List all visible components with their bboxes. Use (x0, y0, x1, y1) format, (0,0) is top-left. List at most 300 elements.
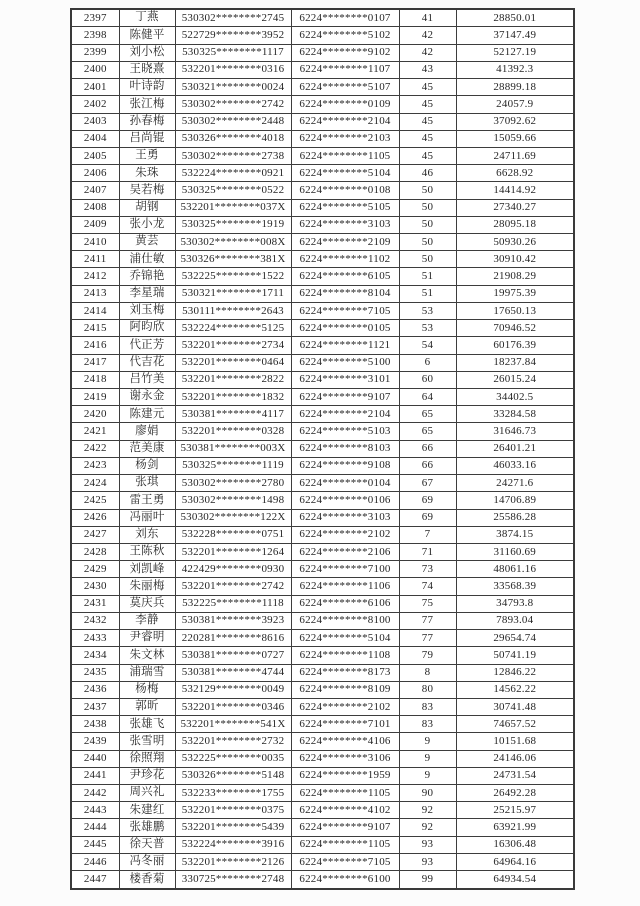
cell-card-number: 6224********8173 (291, 664, 399, 681)
cell-id-number: 330725********2748 (175, 871, 291, 889)
cell-count: 45 (399, 130, 456, 147)
cell-amount: 46033.16 (456, 457, 574, 474)
cell-amount: 31646.73 (456, 423, 574, 440)
table-row (71, 612, 574, 629)
table-row (71, 251, 574, 268)
cell-count: 74 (399, 578, 456, 595)
cell-count: 93 (399, 836, 456, 853)
cell-card-number: 6224********0105 (291, 320, 399, 337)
cell-id-number: 530302********2448 (175, 113, 291, 130)
cell-amount: 24711.69 (456, 147, 574, 164)
cell-serial-number: 2406 (71, 165, 119, 182)
cell-person-name: 雷王勇 (119, 492, 175, 509)
cell-card-number: 6224********3106 (291, 750, 399, 767)
cell-amount: 7893.04 (456, 612, 574, 629)
cell-card-number: 6224********2104 (291, 113, 399, 130)
cell-count: 45 (399, 96, 456, 113)
table-row (71, 9, 574, 27)
table-row (71, 457, 574, 474)
cell-card-number: 6224********0106 (291, 492, 399, 509)
cell-id-number: 532201********0464 (175, 354, 291, 371)
cell-count: 65 (399, 423, 456, 440)
cell-person-name: 吕尚锟 (119, 130, 175, 147)
cell-person-name: 冯丽叶 (119, 509, 175, 526)
cell-person-name: 范美康 (119, 440, 175, 457)
cell-serial-number: 2425 (71, 492, 119, 509)
cell-person-name: 张雪明 (119, 733, 175, 750)
cell-count: 65 (399, 406, 456, 423)
cell-card-number: 6224********1107 (291, 61, 399, 78)
cell-card-number: 6224********5105 (291, 199, 399, 216)
cell-amount: 25586.28 (456, 509, 574, 526)
cell-amount: 64934.54 (456, 871, 574, 889)
table-row (71, 44, 574, 61)
cell-serial-number: 2400 (71, 61, 119, 78)
cell-count: 46 (399, 165, 456, 182)
cell-count: 51 (399, 285, 456, 302)
cell-count: 41 (399, 9, 456, 27)
table-row (71, 492, 574, 509)
cell-card-number: 6224********4106 (291, 733, 399, 750)
cell-count: 92 (399, 802, 456, 819)
cell-card-number: 6224********6100 (291, 871, 399, 889)
table-row (71, 371, 574, 388)
table-row (71, 785, 574, 802)
cell-count: 9 (399, 750, 456, 767)
cell-serial-number: 2399 (71, 44, 119, 61)
cell-count: 66 (399, 440, 456, 457)
table-row (71, 871, 574, 889)
cell-id-number: 530381********3923 (175, 612, 291, 629)
cell-serial-number: 2445 (71, 836, 119, 853)
cell-person-name: 刘东 (119, 526, 175, 543)
cell-serial-number: 2422 (71, 440, 119, 457)
cell-amount: 26015.24 (456, 371, 574, 388)
cell-card-number: 6224********2106 (291, 543, 399, 560)
cell-amount: 37092.62 (456, 113, 574, 130)
cell-amount: 26492.28 (456, 785, 574, 802)
cell-person-name: 杨剑 (119, 457, 175, 474)
cell-amount: 29654.74 (456, 630, 574, 647)
cell-card-number: 6224********0107 (291, 9, 399, 27)
cell-id-number: 532201********5439 (175, 819, 291, 836)
cell-id-number: 532224********5125 (175, 320, 291, 337)
table-row (71, 337, 574, 354)
cell-person-name: 丁燕 (119, 9, 175, 27)
cell-person-name: 代吉花 (119, 354, 175, 371)
cell-serial-number: 2418 (71, 371, 119, 388)
cell-card-number: 6224********5102 (291, 27, 399, 44)
cell-id-number: 530381********4117 (175, 406, 291, 423)
table-row (71, 285, 574, 302)
cell-serial-number: 2401 (71, 79, 119, 96)
cell-amount: 25215.97 (456, 802, 574, 819)
cell-count: 45 (399, 79, 456, 96)
cell-serial-number: 2439 (71, 733, 119, 750)
cell-id-number: 530302********008X (175, 234, 291, 251)
cell-count: 60 (399, 371, 456, 388)
cell-count: 69 (399, 492, 456, 509)
cell-id-number: 530321********0024 (175, 79, 291, 96)
cell-serial-number: 2434 (71, 647, 119, 664)
cell-serial-number: 2433 (71, 630, 119, 647)
cell-id-number: 532201********2126 (175, 853, 291, 870)
table-row (71, 819, 574, 836)
table-row (71, 526, 574, 543)
cell-amount: 70946.52 (456, 320, 574, 337)
cell-person-name: 谢永金 (119, 389, 175, 406)
cell-serial-number: 2427 (71, 526, 119, 543)
table-row (71, 681, 574, 698)
cell-serial-number: 2443 (71, 802, 119, 819)
cell-count: 50 (399, 216, 456, 233)
cell-serial-number: 2405 (71, 147, 119, 164)
table-row (71, 130, 574, 147)
cell-amount: 19975.39 (456, 285, 574, 302)
table-row (71, 302, 574, 319)
table-row (71, 406, 574, 423)
cell-amount: 34793.8 (456, 595, 574, 612)
cell-id-number: 532201********1264 (175, 543, 291, 560)
cell-id-number: 532201********2734 (175, 337, 291, 354)
cell-serial-number: 2435 (71, 664, 119, 681)
cell-amount: 28850.01 (456, 9, 574, 27)
cell-count: 66 (399, 457, 456, 474)
cell-serial-number: 2416 (71, 337, 119, 354)
cell-amount: 6628.92 (456, 165, 574, 182)
table-row (71, 268, 574, 285)
cell-person-name: 郭昕 (119, 698, 175, 715)
cell-person-name: 徐天普 (119, 836, 175, 853)
table-row (71, 733, 574, 750)
cell-count: 93 (399, 853, 456, 870)
cell-card-number: 6224********2102 (291, 526, 399, 543)
cell-person-name: 朱丽梅 (119, 578, 175, 595)
cell-amount: 50930.26 (456, 234, 574, 251)
cell-amount: 34402.5 (456, 389, 574, 406)
cell-serial-number: 2444 (71, 819, 119, 836)
table-row (71, 664, 574, 681)
cell-card-number: 6224********1105 (291, 785, 399, 802)
cell-serial-number: 2423 (71, 457, 119, 474)
cell-serial-number: 2426 (71, 509, 119, 526)
cell-id-number: 422429********0930 (175, 561, 291, 578)
cell-amount: 41392.3 (456, 61, 574, 78)
table-row (71, 440, 574, 457)
cell-person-name: 乔锦艳 (119, 268, 175, 285)
cell-amount: 37147.49 (456, 27, 574, 44)
cell-amount: 74657.52 (456, 716, 574, 733)
cell-person-name: 黄芸 (119, 234, 175, 251)
cell-card-number: 6224********2109 (291, 234, 399, 251)
cell-amount: 14706.89 (456, 492, 574, 509)
cell-person-name: 孙春梅 (119, 113, 175, 130)
table-row (71, 27, 574, 44)
cell-count: 71 (399, 543, 456, 560)
cell-count: 53 (399, 302, 456, 319)
cell-card-number: 6224********9107 (291, 389, 399, 406)
cell-serial-number: 2397 (71, 9, 119, 27)
table-row (71, 853, 574, 870)
cell-id-number: 530381********0727 (175, 647, 291, 664)
cell-amount: 31160.69 (456, 543, 574, 560)
cell-card-number: 6224********2104 (291, 406, 399, 423)
cell-serial-number: 2398 (71, 27, 119, 44)
table-row (71, 561, 574, 578)
cell-id-number: 530321********1711 (175, 285, 291, 302)
cell-serial-number: 2442 (71, 785, 119, 802)
cell-id-number: 532224********3916 (175, 836, 291, 853)
table-row (71, 113, 574, 130)
cell-id-number: 532201********0328 (175, 423, 291, 440)
cell-id-number: 532201********0346 (175, 698, 291, 715)
cell-count: 73 (399, 561, 456, 578)
cell-count: 83 (399, 716, 456, 733)
table-row (71, 389, 574, 406)
cell-id-number: 530325********1919 (175, 216, 291, 233)
cell-count: 42 (399, 44, 456, 61)
cell-serial-number: 2446 (71, 853, 119, 870)
cell-count: 50 (399, 251, 456, 268)
cell-id-number: 532225********1522 (175, 268, 291, 285)
cell-serial-number: 2402 (71, 96, 119, 113)
cell-amount: 24731.54 (456, 767, 574, 784)
cell-id-number: 522729********3952 (175, 27, 291, 44)
cell-card-number: 6224********9107 (291, 819, 399, 836)
cell-amount: 63921.99 (456, 819, 574, 836)
table-row (71, 96, 574, 113)
cell-serial-number: 2421 (71, 423, 119, 440)
cell-count: 51 (399, 268, 456, 285)
cell-card-number: 6224********0104 (291, 475, 399, 492)
cell-amount: 30741.48 (456, 698, 574, 715)
cell-person-name: 周兴礼 (119, 785, 175, 802)
cell-amount: 48061.16 (456, 561, 574, 578)
records-table-body (71, 9, 574, 889)
cell-person-name: 徐照翔 (119, 750, 175, 767)
cell-person-name: 王陈秋 (119, 543, 175, 560)
cell-person-name: 陈健平 (119, 27, 175, 44)
cell-count: 6 (399, 354, 456, 371)
cell-serial-number: 2438 (71, 716, 119, 733)
cell-id-number: 532201********2732 (175, 733, 291, 750)
cell-card-number: 6224********5100 (291, 354, 399, 371)
cell-id-number: 530302********2780 (175, 475, 291, 492)
table-row (71, 630, 574, 647)
cell-amount: 18237.84 (456, 354, 574, 371)
cell-card-number: 6224********7105 (291, 302, 399, 319)
cell-serial-number: 2437 (71, 698, 119, 715)
table-row (71, 234, 574, 251)
cell-count: 83 (399, 698, 456, 715)
table-row (71, 750, 574, 767)
cell-amount: 24146.06 (456, 750, 574, 767)
cell-id-number: 532201********541X (175, 716, 291, 733)
cell-count: 99 (399, 871, 456, 889)
cell-id-number: 532224********0921 (175, 165, 291, 182)
cell-count: 8 (399, 664, 456, 681)
cell-card-number: 6224********3103 (291, 216, 399, 233)
cell-card-number: 6224********1105 (291, 836, 399, 853)
cell-amount: 24271.6 (456, 475, 574, 492)
cell-id-number: 532228********0751 (175, 526, 291, 543)
cell-amount: 28095.18 (456, 216, 574, 233)
cell-card-number: 6224********6105 (291, 268, 399, 285)
table-row (71, 182, 574, 199)
cell-card-number: 6224********7101 (291, 716, 399, 733)
cell-person-name: 莫庆兵 (119, 595, 175, 612)
cell-card-number: 6224********2102 (291, 698, 399, 715)
cell-count: 50 (399, 234, 456, 251)
cell-count: 50 (399, 199, 456, 216)
cell-person-name: 陈建元 (119, 406, 175, 423)
cell-serial-number: 2441 (71, 767, 119, 784)
cell-count: 53 (399, 320, 456, 337)
cell-person-name: 朱建红 (119, 802, 175, 819)
cell-amount: 12846.22 (456, 664, 574, 681)
cell-amount: 33568.39 (456, 578, 574, 595)
cell-serial-number: 2430 (71, 578, 119, 595)
cell-person-name: 王晓熹 (119, 61, 175, 78)
cell-id-number: 530111********2643 (175, 302, 291, 319)
cell-person-name: 阿昀欣 (119, 320, 175, 337)
cell-card-number: 6224********3101 (291, 371, 399, 388)
table-row (71, 509, 574, 526)
cell-serial-number: 2403 (71, 113, 119, 130)
cell-serial-number: 2429 (71, 561, 119, 578)
cell-amount: 33284.58 (456, 406, 574, 423)
cell-card-number: 6224********5103 (291, 423, 399, 440)
cell-serial-number: 2440 (71, 750, 119, 767)
cell-serial-number: 2431 (71, 595, 119, 612)
cell-id-number: 532201********037X (175, 199, 291, 216)
cell-person-name: 叶诗韵 (119, 79, 175, 96)
cell-amount: 15059.66 (456, 130, 574, 147)
table-row (71, 423, 574, 440)
cell-card-number: 6224********0108 (291, 182, 399, 199)
cell-id-number: 530302********2742 (175, 96, 291, 113)
cell-person-name: 刘小松 (119, 44, 175, 61)
cell-person-name: 吴若梅 (119, 182, 175, 199)
cell-amount: 14414.92 (456, 182, 574, 199)
cell-serial-number: 2436 (71, 681, 119, 698)
cell-count: 64 (399, 389, 456, 406)
cell-card-number: 6224********9108 (291, 457, 399, 474)
cell-id-number: 532201********0375 (175, 802, 291, 819)
cell-serial-number: 2415 (71, 320, 119, 337)
cell-card-number: 6224********5104 (291, 165, 399, 182)
cell-id-number: 530326********5148 (175, 767, 291, 784)
cell-amount: 14562.22 (456, 681, 574, 698)
cell-id-number: 530302********122X (175, 509, 291, 526)
cell-count: 80 (399, 681, 456, 698)
cell-person-name: 朱珠 (119, 165, 175, 182)
cell-card-number: 6224********9102 (291, 44, 399, 61)
cell-person-name: 杨梅 (119, 681, 175, 698)
cell-amount: 17650.13 (456, 302, 574, 319)
table-row (71, 320, 574, 337)
table-row (71, 543, 574, 560)
cell-serial-number: 2411 (71, 251, 119, 268)
cell-amount: 3874.15 (456, 526, 574, 543)
cell-card-number: 6224********8109 (291, 681, 399, 698)
cell-card-number: 6224********1108 (291, 647, 399, 664)
cell-card-number: 6224********1106 (291, 578, 399, 595)
cell-serial-number: 2409 (71, 216, 119, 233)
cell-serial-number: 2447 (71, 871, 119, 889)
cell-person-name: 张琪 (119, 475, 175, 492)
records-table (70, 8, 575, 890)
cell-id-number: 530326********381X (175, 251, 291, 268)
cell-serial-number: 2413 (71, 285, 119, 302)
cell-person-name: 刘玉梅 (119, 302, 175, 319)
cell-amount: 26401.21 (456, 440, 574, 457)
cell-id-number: 530326********4018 (175, 130, 291, 147)
cell-amount: 16306.48 (456, 836, 574, 853)
table-row (71, 595, 574, 612)
cell-serial-number: 2414 (71, 302, 119, 319)
cell-id-number: 532201********0316 (175, 61, 291, 78)
table-row (71, 578, 574, 595)
cell-id-number: 532129********0049 (175, 681, 291, 698)
cell-serial-number: 2428 (71, 543, 119, 560)
cell-card-number: 6224********6106 (291, 595, 399, 612)
table-row (71, 836, 574, 853)
cell-count: 75 (399, 595, 456, 612)
cell-card-number: 6224********4102 (291, 802, 399, 819)
cell-card-number: 6224********5107 (291, 79, 399, 96)
cell-card-number: 6224********0109 (291, 96, 399, 113)
table-row (71, 199, 574, 216)
cell-serial-number: 2420 (71, 406, 119, 423)
cell-count: 45 (399, 147, 456, 164)
cell-amount: 60176.39 (456, 337, 574, 354)
cell-serial-number: 2417 (71, 354, 119, 371)
cell-id-number: 532225********0035 (175, 750, 291, 767)
table-row (71, 802, 574, 819)
cell-serial-number: 2432 (71, 612, 119, 629)
table-row (71, 61, 574, 78)
cell-person-name: 李星瑞 (119, 285, 175, 302)
cell-card-number: 6224********7105 (291, 853, 399, 870)
cell-card-number: 6224********1121 (291, 337, 399, 354)
cell-count: 77 (399, 630, 456, 647)
cell-person-name: 张雄鹏 (119, 819, 175, 836)
cell-amount: 10151.68 (456, 733, 574, 750)
cell-card-number: 6224********2103 (291, 130, 399, 147)
cell-count: 7 (399, 526, 456, 543)
cell-count: 54 (399, 337, 456, 354)
cell-person-name: 吕竹美 (119, 371, 175, 388)
cell-serial-number: 2412 (71, 268, 119, 285)
cell-count: 43 (399, 61, 456, 78)
cell-person-name: 胡钢 (119, 199, 175, 216)
cell-person-name: 张江梅 (119, 96, 175, 113)
cell-amount: 24057.9 (456, 96, 574, 113)
cell-id-number: 530325********0522 (175, 182, 291, 199)
cell-count: 9 (399, 767, 456, 784)
cell-card-number: 6224********7100 (291, 561, 399, 578)
cell-person-name: 尹睿明 (119, 630, 175, 647)
cell-card-number: 6224********1105 (291, 147, 399, 164)
cell-count: 92 (399, 819, 456, 836)
cell-person-name: 尹珍花 (119, 767, 175, 784)
table-row (71, 165, 574, 182)
cell-count: 90 (399, 785, 456, 802)
cell-id-number: 530302********1498 (175, 492, 291, 509)
cell-amount: 50741.19 (456, 647, 574, 664)
cell-id-number: 530325********1117 (175, 44, 291, 61)
